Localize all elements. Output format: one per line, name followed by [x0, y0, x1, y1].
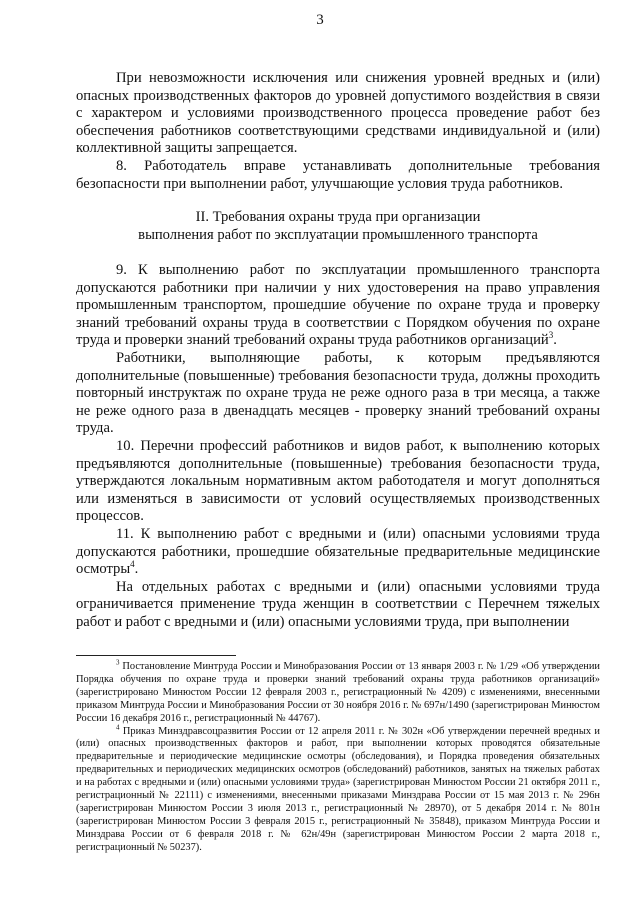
paragraph-9-end: .	[553, 332, 557, 349]
footnote-4-text: Приказ Минздравсоцразвития России от 12 апреля 2011 г. № 302н «Об утверждении перечней вредных и (или) опасных производственных факторов и работ, при выполнении которых проводятся обязательные предварительные и периодические медицинские осмотры (обследования), и Порядка проведения обязательных предварительных и периодических медицинских осмотров (обследований) работников, занятых на тяжелых работах и на работах с вредными и (или) опасными условиями труда» (зарегистрирован Минюстом России 21 октября 2011 г., регистрационный № 22111) с изменениями, внесенными приказами Минздрава России от 15 мая 2013 г. № 296н (зарегистрирован Минюстом России 3 июля 2013 г., регистрационный № 28970), от 5 декабря 2014 г. № 801н (зарегистрирован Минюстом России 3 февраля 2015 г., регистрационный № 35848), приказом Минтруда России и Минздрава России от 6 февраля 2018 г. № 62н/49н (зарегистрирован Минюстом России 2 марта 2018 г., регистрационный № 50237).	[76, 725, 600, 853]
paragraph-10: 10. Перечни профессий работников и видов работ, к выполнению которых предъявляются дополнительные (повышенные) требования безопасности труда, утверждаются локальным нормативным актом работодателя и могут дополняться или изменяться в зависимости от условий осуществляемых производственных процессов.	[76, 437, 600, 525]
section-heading-line-2: выполнения работ по эксплуатации промышленного транспорта	[138, 227, 538, 243]
footnote-4-mark: 4	[116, 723, 120, 732]
paragraph-11	[76, 526, 600, 579]
footnote-3	[76, 658, 600, 726]
footnotes-block	[76, 658, 600, 855]
paragraph-protection-prohibition: При невозможности исключения или снижения уровней вредных и (или) опасных производственных факторов до уровней допустимого воздействия в связи с характером и условиями производственного процесса проведение работ без обеспечения работников соответствующими средствами индивидуальной и (или) коллективной защиты запрещается.	[76, 70, 600, 157]
page-number: 3	[316, 12, 324, 28]
footnote-3-text: Постановление Минтруда России и Минобразования России от 13 января 2003 г. № 1/29 «Об утверждении Порядка обучения по охране труда и проверки знаний требований охраны труда работников организаций» (зарегистрировано Минюстом России 12 февраля 2003 г., регистрационный № 4209) с изменениями, внесенными приказом Минтруда России и Минобразования России от 30 ноября 2016 г. № 697н/1490 (зарегистрирован Минюстом России 16 декабря 2016 г., регистрационный № 44767).	[76, 661, 600, 724]
paragraph-9	[76, 262, 600, 350]
paragraph-11-end: .	[134, 561, 139, 578]
paragraph-11-women: На отдельных работах с вредными и (или) опасными условиями труда ограничивается применение труда женщин в соответствии с Перечнем тяжелых работ и работ с вредными и (или) опасными условиями труда, при выполнении	[76, 578, 600, 630]
footnote-4	[76, 723, 600, 855]
paragraph-11-text: 11. К выполнению работ с вредными и (или) опасными условиями труда допускаются работники, прошедшие обязательные предварительные медицинские осмотры	[76, 525, 600, 578]
paragraph-8: 8. Работодатель вправе устанавливать дополнительные требования безопасности при выполнении работ, улучшающие условия труда работников.	[76, 157, 600, 192]
intro-text-block	[76, 70, 600, 193]
footnote-ref-3[interactable]: 3	[548, 330, 554, 341]
footnote-ref-4[interactable]: 4	[130, 559, 135, 570]
footnote-3-mark: 3	[116, 658, 120, 667]
section-heading	[76, 208, 600, 244]
paragraph-9-text: 9. К выполнению работ по эксплуатации промышленного транспорта допускаются работники при наличии у них удостоверения на право управления промышленным транспортом, прошедшие обучение по охране труда и проверку знаний требований охраны труда в соответствии с Порядком обучения по охране труда и проверки знаний требований охраны труда работников организаций	[76, 262, 600, 349]
paragraph-9-additional: Работники, выполняющие работы, к которым предъявляются дополнительные (повышенные) требования безопасности труда, должны проходить повторный инструктаж по охране труда не реже одного раза в три месяца, а также не реже одного раза в двенадцать месяцев - проверку знаний требований охраны труда.	[76, 349, 600, 437]
section-heading-line-1: II. Требования охраны труда при организации	[195, 209, 481, 225]
section-body	[76, 262, 600, 631]
footnote-separator	[76, 655, 236, 656]
